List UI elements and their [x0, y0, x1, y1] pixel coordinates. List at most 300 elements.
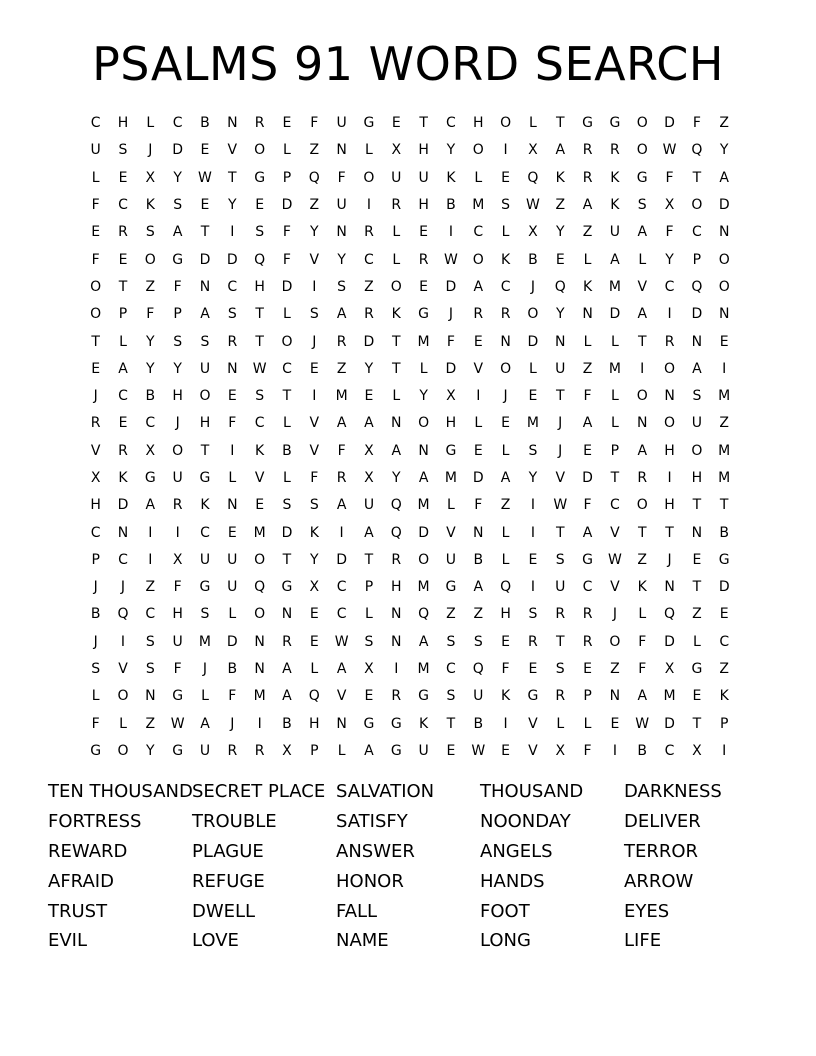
- grid-letter: O: [418, 415, 430, 432]
- grid-letter: E: [419, 278, 429, 295]
- grid-letter: D: [609, 306, 621, 323]
- grid-letter: N: [336, 142, 347, 159]
- grid-letter: K: [145, 197, 155, 214]
- grid-letter: D: [418, 524, 429, 541]
- grid-letter: U: [445, 551, 457, 568]
- grid-letter: F: [665, 169, 674, 186]
- grid-letter: T: [555, 524, 565, 541]
- grid-letter: B: [528, 251, 538, 268]
- grid-row: [82, 219, 738, 246]
- grid-letter: S: [446, 633, 456, 650]
- grid-letter: C: [719, 633, 730, 650]
- grid-letter: U: [90, 142, 101, 159]
- grid-letter: D: [281, 524, 293, 541]
- grid-letter: N: [145, 688, 156, 705]
- grid-letter: N: [254, 661, 265, 678]
- grid-letter: Q: [254, 579, 266, 596]
- grid-letter: R: [582, 606, 593, 623]
- grid-letter: K: [637, 579, 647, 596]
- grid-letter: F: [91, 197, 100, 214]
- grid-letter: G: [254, 169, 266, 186]
- grid-letter: C: [446, 115, 456, 132]
- grid-letter: V: [637, 278, 648, 295]
- grid-letter: T: [228, 169, 237, 186]
- grid-letter: L: [447, 497, 455, 514]
- grid-letter: N: [555, 333, 566, 350]
- grid-letter: X: [528, 142, 538, 159]
- grid-letter: Y: [173, 169, 182, 186]
- grid-letter: G: [418, 306, 430, 323]
- grid-letter: L: [365, 606, 373, 623]
- grid-letter: R: [528, 633, 538, 650]
- word-list-row: [48, 866, 788, 896]
- grid-letter: E: [501, 742, 511, 759]
- grid-letter: F: [282, 251, 291, 268]
- grid-letter: G: [582, 551, 593, 568]
- grid-letter: T: [665, 524, 674, 541]
- grid-letter: E: [282, 115, 292, 132]
- grid-letter: C: [336, 606, 347, 623]
- word-list-item: REFUGE: [192, 870, 265, 892]
- grid-letter: N: [391, 606, 402, 623]
- grid-letter: F: [173, 661, 182, 678]
- grid-letter: J: [148, 142, 153, 159]
- grid-letter: N: [664, 388, 675, 405]
- grid-letter: L: [119, 333, 127, 350]
- grid-letter: T: [391, 360, 401, 377]
- grid-letter: B: [90, 606, 101, 623]
- grid-letter: U: [172, 633, 183, 650]
- grid-letter: C: [254, 415, 265, 432]
- word-list-item: REWARD: [48, 840, 128, 862]
- grid-row: [82, 328, 738, 355]
- grid-letter: V: [555, 470, 566, 486]
- grid-letter: F: [91, 715, 100, 732]
- grid-letter: M: [526, 415, 539, 432]
- grid-letter: I: [530, 524, 535, 541]
- grid-letter: M: [417, 497, 430, 514]
- grid-letter: L: [501, 224, 510, 241]
- grid-letter: Z: [145, 579, 156, 596]
- grid-letter: S: [555, 661, 565, 678]
- grid-letter: A: [582, 415, 593, 432]
- grid-letter: P: [173, 306, 182, 323]
- grid-letter: C: [118, 197, 128, 214]
- grid-letter: J: [558, 442, 563, 459]
- grid-letter: A: [692, 360, 702, 377]
- word-list-item: EVIL: [48, 930, 88, 952]
- grid-letter: X: [664, 197, 675, 214]
- grid-letter: R: [610, 142, 620, 159]
- grid-letter: N: [473, 524, 484, 541]
- grid-letter: M: [417, 661, 430, 678]
- grid-letter: L: [610, 333, 619, 350]
- grid-letter: A: [610, 251, 620, 268]
- grid-letter: F: [638, 661, 647, 678]
- word-list-item: TROUBLE: [192, 811, 277, 833]
- grid-letter: H: [199, 415, 211, 432]
- grid-letter: B: [719, 524, 730, 541]
- grid-letter: A: [582, 197, 593, 214]
- grid-letter: V: [227, 142, 238, 159]
- grid-letter: M: [472, 197, 485, 214]
- grid-letter: U: [555, 579, 566, 596]
- grid-letter: D: [582, 470, 593, 486]
- grid-letter: C: [90, 115, 101, 132]
- grid-letter: L: [501, 442, 510, 459]
- grid-letter: A: [582, 524, 593, 541]
- grid-letter: G: [390, 715, 402, 732]
- grid-letter: R: [500, 306, 511, 323]
- grid-letter: N: [691, 524, 703, 541]
- grid-letter: L: [91, 688, 100, 705]
- grid-letter: N: [500, 333, 511, 350]
- grid-letter: D: [117, 497, 129, 514]
- grid-letter: J: [530, 278, 535, 295]
- grid-letter: B: [473, 715, 484, 732]
- grid-letter: O: [390, 278, 402, 295]
- grid-letter: O: [472, 142, 484, 159]
- grid-letter: Z: [610, 661, 620, 678]
- grid-letter: J: [312, 333, 317, 350]
- grid-letter: R: [227, 333, 238, 350]
- word-list-item: ANSWER: [336, 840, 415, 862]
- grid-letter: V: [473, 360, 484, 377]
- grid-letter: T: [555, 388, 565, 405]
- word-list-item: EYES: [624, 900, 670, 922]
- grid-letter: S: [200, 333, 210, 350]
- grid-letter: F: [337, 442, 346, 459]
- grid-letter: A: [637, 442, 648, 459]
- grid-letter: W: [553, 497, 568, 514]
- grid-letter: L: [228, 606, 237, 623]
- grid-letter: H: [664, 442, 675, 459]
- grid-letter: A: [637, 688, 648, 705]
- grid-letter: W: [170, 715, 185, 732]
- grid-letter: X: [391, 142, 402, 159]
- grid-letter: Q: [691, 278, 703, 295]
- grid-letter: L: [283, 306, 291, 323]
- grid-row: [82, 547, 738, 574]
- grid-row: [82, 110, 738, 137]
- grid-letter: K: [200, 497, 210, 514]
- grid-letter: L: [692, 633, 701, 650]
- grid-letter: J: [120, 579, 126, 596]
- grid-letter: A: [473, 579, 484, 596]
- grid-letter: O: [500, 360, 512, 377]
- grid-letter: C: [664, 742, 675, 759]
- grid-letter: I: [394, 661, 399, 678]
- grid-letter: S: [337, 278, 347, 295]
- grid-letter: O: [718, 278, 730, 295]
- word-list-item: ANGELS: [480, 840, 553, 862]
- grid-letter: A: [336, 306, 347, 323]
- grid-letter: I: [667, 470, 672, 486]
- grid-letter: H: [418, 142, 429, 159]
- grid-letter: F: [228, 415, 237, 432]
- grid-letter: Y: [528, 470, 538, 486]
- grid-letter: D: [718, 579, 730, 596]
- word-list-item: AFRAID: [48, 870, 114, 892]
- grid-letter: M: [198, 633, 212, 650]
- grid-letter: Y: [228, 197, 237, 214]
- grid-letter: G: [718, 551, 730, 568]
- grid-letter: L: [638, 606, 647, 623]
- grid-letter: E: [719, 333, 729, 350]
- grid-letter: N: [718, 306, 730, 323]
- grid-letter: R: [391, 551, 402, 568]
- grid-letter: T: [282, 551, 292, 568]
- grid-letter: U: [227, 551, 238, 568]
- grid-letter: T: [555, 115, 565, 132]
- grid-letter: R: [227, 742, 238, 759]
- grid-letter: Y: [665, 251, 674, 268]
- grid-letter: R: [637, 470, 648, 486]
- grid-letter: R: [364, 306, 374, 323]
- grid-letter: G: [691, 661, 703, 678]
- grid-letter: P: [118, 306, 128, 323]
- grid-letter: C: [336, 579, 347, 596]
- grid-letter: A: [282, 661, 292, 678]
- grid-letter: X: [446, 388, 456, 405]
- grid-letter: Y: [146, 360, 155, 377]
- grid-letter: S: [91, 661, 101, 678]
- grid-letter: X: [528, 224, 538, 241]
- grid-row: [82, 574, 738, 601]
- grid-letter: S: [282, 497, 292, 514]
- grid-letter: D: [199, 251, 211, 268]
- grid-letter: N: [227, 115, 238, 132]
- grid-letter: U: [172, 470, 183, 486]
- grid-letter: O: [472, 251, 484, 268]
- grid-letter: T: [637, 333, 647, 350]
- grid-letter: N: [609, 688, 621, 705]
- grid-letter: F: [310, 470, 319, 486]
- grid-letter: F: [446, 333, 455, 350]
- grid-letter: R: [473, 306, 484, 323]
- grid-letter: M: [444, 470, 457, 486]
- grid-letter: A: [336, 497, 347, 514]
- grid-row: [82, 519, 738, 546]
- grid-letter: J: [667, 551, 672, 568]
- grid-letter: E: [692, 688, 702, 705]
- grid-letter: V: [610, 579, 620, 596]
- grid-letter: M: [417, 333, 430, 350]
- grid-letter: H: [254, 278, 265, 295]
- grid-letter: L: [392, 251, 401, 268]
- grid-letter: S: [309, 306, 319, 323]
- grid-letter: N: [418, 442, 429, 459]
- grid-letter: E: [227, 388, 237, 405]
- grid-letter: W: [198, 169, 212, 186]
- grid-letter: M: [608, 278, 621, 295]
- grid-letter: Z: [719, 415, 729, 432]
- grid-letter: E: [364, 688, 374, 705]
- grid-letter: Q: [390, 497, 402, 514]
- grid-letter: S: [173, 197, 183, 214]
- grid-letter: G: [363, 115, 375, 132]
- grid-letter: N: [281, 606, 293, 623]
- grid-letter: C: [446, 661, 456, 678]
- grid-letter: Y: [146, 742, 155, 759]
- grid-letter: Z: [582, 224, 593, 241]
- grid-letter: I: [448, 224, 453, 241]
- grid-letter: I: [667, 306, 672, 323]
- grid-row: [82, 192, 738, 219]
- grid-letter: A: [500, 470, 511, 486]
- grid-letter: I: [120, 633, 126, 650]
- grid-letter: L: [392, 388, 401, 405]
- grid-letter: A: [118, 360, 128, 377]
- grid-letter: F: [173, 579, 182, 596]
- grid-letter: U: [199, 360, 211, 377]
- grid-letter: R: [336, 333, 347, 350]
- grid-letter: W: [471, 742, 486, 759]
- word-list-row: [48, 837, 788, 867]
- grid-letter: S: [364, 633, 374, 650]
- grid-letter: I: [339, 524, 344, 541]
- grid-letter: R: [664, 333, 675, 350]
- grid-letter: S: [145, 633, 155, 650]
- word-list-item: HONOR: [336, 870, 404, 892]
- word-list-item: ARROW: [624, 870, 694, 892]
- grid-letter: O: [172, 442, 184, 459]
- grid-letter: Y: [173, 360, 182, 377]
- grid-letter: A: [473, 278, 484, 295]
- grid-letter: D: [445, 360, 457, 377]
- grid-letter: R: [391, 688, 402, 705]
- grid-letter: D: [664, 115, 675, 132]
- grid-letter: Y: [419, 388, 428, 405]
- grid-letter: D: [445, 278, 457, 295]
- grid-letter: J: [93, 633, 98, 650]
- grid-letter: G: [144, 470, 156, 486]
- grid-row: [82, 383, 738, 410]
- word-list-item: DELIVER: [624, 811, 701, 833]
- word-list-item: NAME: [336, 930, 389, 952]
- grid-letter: O: [527, 306, 539, 323]
- grid-row: [82, 629, 738, 656]
- grid-letter: D: [664, 633, 675, 650]
- grid-row: [82, 165, 738, 192]
- grid-letter: F: [91, 251, 100, 268]
- grid-letter: I: [503, 142, 508, 159]
- grid-letter: U: [199, 551, 211, 568]
- grid-letter: H: [172, 388, 183, 405]
- grid-letter: C: [282, 360, 292, 377]
- grid-row: [82, 438, 738, 465]
- grid-letter: F: [337, 169, 346, 186]
- grid-letter: C: [364, 251, 374, 268]
- grid-letter: I: [503, 715, 508, 732]
- grid-letter: D: [527, 333, 539, 350]
- grid-letter: F: [474, 497, 483, 514]
- grid-letter: Q: [500, 579, 512, 596]
- grid-letter: Z: [336, 360, 347, 377]
- grid-letter: Z: [582, 360, 593, 377]
- grid-letter: Z: [309, 142, 320, 159]
- grid-letter: S: [446, 688, 456, 705]
- grid-letter: Z: [145, 715, 156, 732]
- grid-letter: W: [444, 251, 458, 268]
- grid-letter: O: [281, 333, 293, 350]
- grid-letter: K: [500, 251, 511, 268]
- grid-letter: S: [173, 333, 183, 350]
- grid-letter: E: [419, 224, 429, 241]
- grid-letter: T: [282, 388, 292, 405]
- grid-letter: L: [501, 551, 510, 568]
- grid-letter: G: [199, 579, 211, 596]
- grid-letter: J: [175, 415, 180, 432]
- grid-letter: D: [226, 633, 238, 650]
- grid-letter: Y: [555, 306, 565, 323]
- grid-letter: D: [472, 470, 484, 486]
- grid-letter: H: [117, 115, 129, 132]
- grid-letter: A: [637, 306, 648, 323]
- grid-letter: D: [281, 278, 293, 295]
- grid-letter: O: [363, 169, 375, 186]
- word-list-item: SECRET PLACE: [192, 781, 326, 803]
- grid-letter: G: [527, 688, 539, 705]
- grid-letter: A: [336, 661, 347, 678]
- grid-letter: D: [336, 551, 347, 568]
- grid-letter: X: [664, 661, 675, 678]
- grid-letter: E: [118, 169, 128, 186]
- grid-letter: K: [255, 442, 265, 459]
- grid-letter: A: [172, 224, 183, 241]
- grid-letter: Y: [310, 551, 319, 568]
- grid-letter: O: [718, 251, 730, 268]
- grid-letter: B: [637, 742, 648, 759]
- grid-letter: Z: [364, 278, 374, 295]
- grid-letter: A: [145, 497, 156, 514]
- grid-row: [82, 301, 738, 328]
- grid-letter: Z: [145, 278, 156, 295]
- grid-letter: U: [418, 742, 429, 759]
- grid-letter: R: [418, 251, 429, 268]
- grid-letter: S: [118, 142, 128, 159]
- grid-letter: X: [364, 470, 374, 486]
- grid-letter: A: [719, 169, 729, 186]
- grid-letter: Q: [691, 142, 703, 159]
- grid-letter: E: [473, 333, 483, 350]
- grid-letter: N: [336, 715, 347, 732]
- grid-letter: L: [583, 333, 592, 350]
- grid-letter: I: [476, 388, 481, 405]
- grid-letter: O: [418, 551, 430, 568]
- grid-letter: Y: [555, 224, 565, 241]
- grid-letter: C: [145, 415, 156, 432]
- grid-letter: E: [309, 606, 319, 623]
- grid-letter: L: [283, 470, 291, 486]
- grid-letter: Y: [446, 142, 456, 159]
- grid-letter: U: [336, 115, 347, 132]
- grid-letter: G: [445, 442, 457, 459]
- grid-letter: E: [200, 197, 210, 214]
- word-list-row: [48, 926, 788, 956]
- grid-letter: R: [118, 224, 128, 241]
- grid-letter: E: [391, 115, 401, 132]
- grid-letter: Z: [692, 606, 702, 623]
- grid-letter: O: [90, 278, 102, 295]
- grid-letter: Z: [500, 497, 511, 514]
- word-list-item: DWELL: [192, 900, 256, 922]
- grid-letter: S: [200, 606, 210, 623]
- grid-letter: N: [254, 633, 265, 650]
- grid-letter: V: [528, 715, 538, 732]
- grid-letter: Q: [308, 688, 320, 705]
- grid-letter: X: [364, 442, 374, 459]
